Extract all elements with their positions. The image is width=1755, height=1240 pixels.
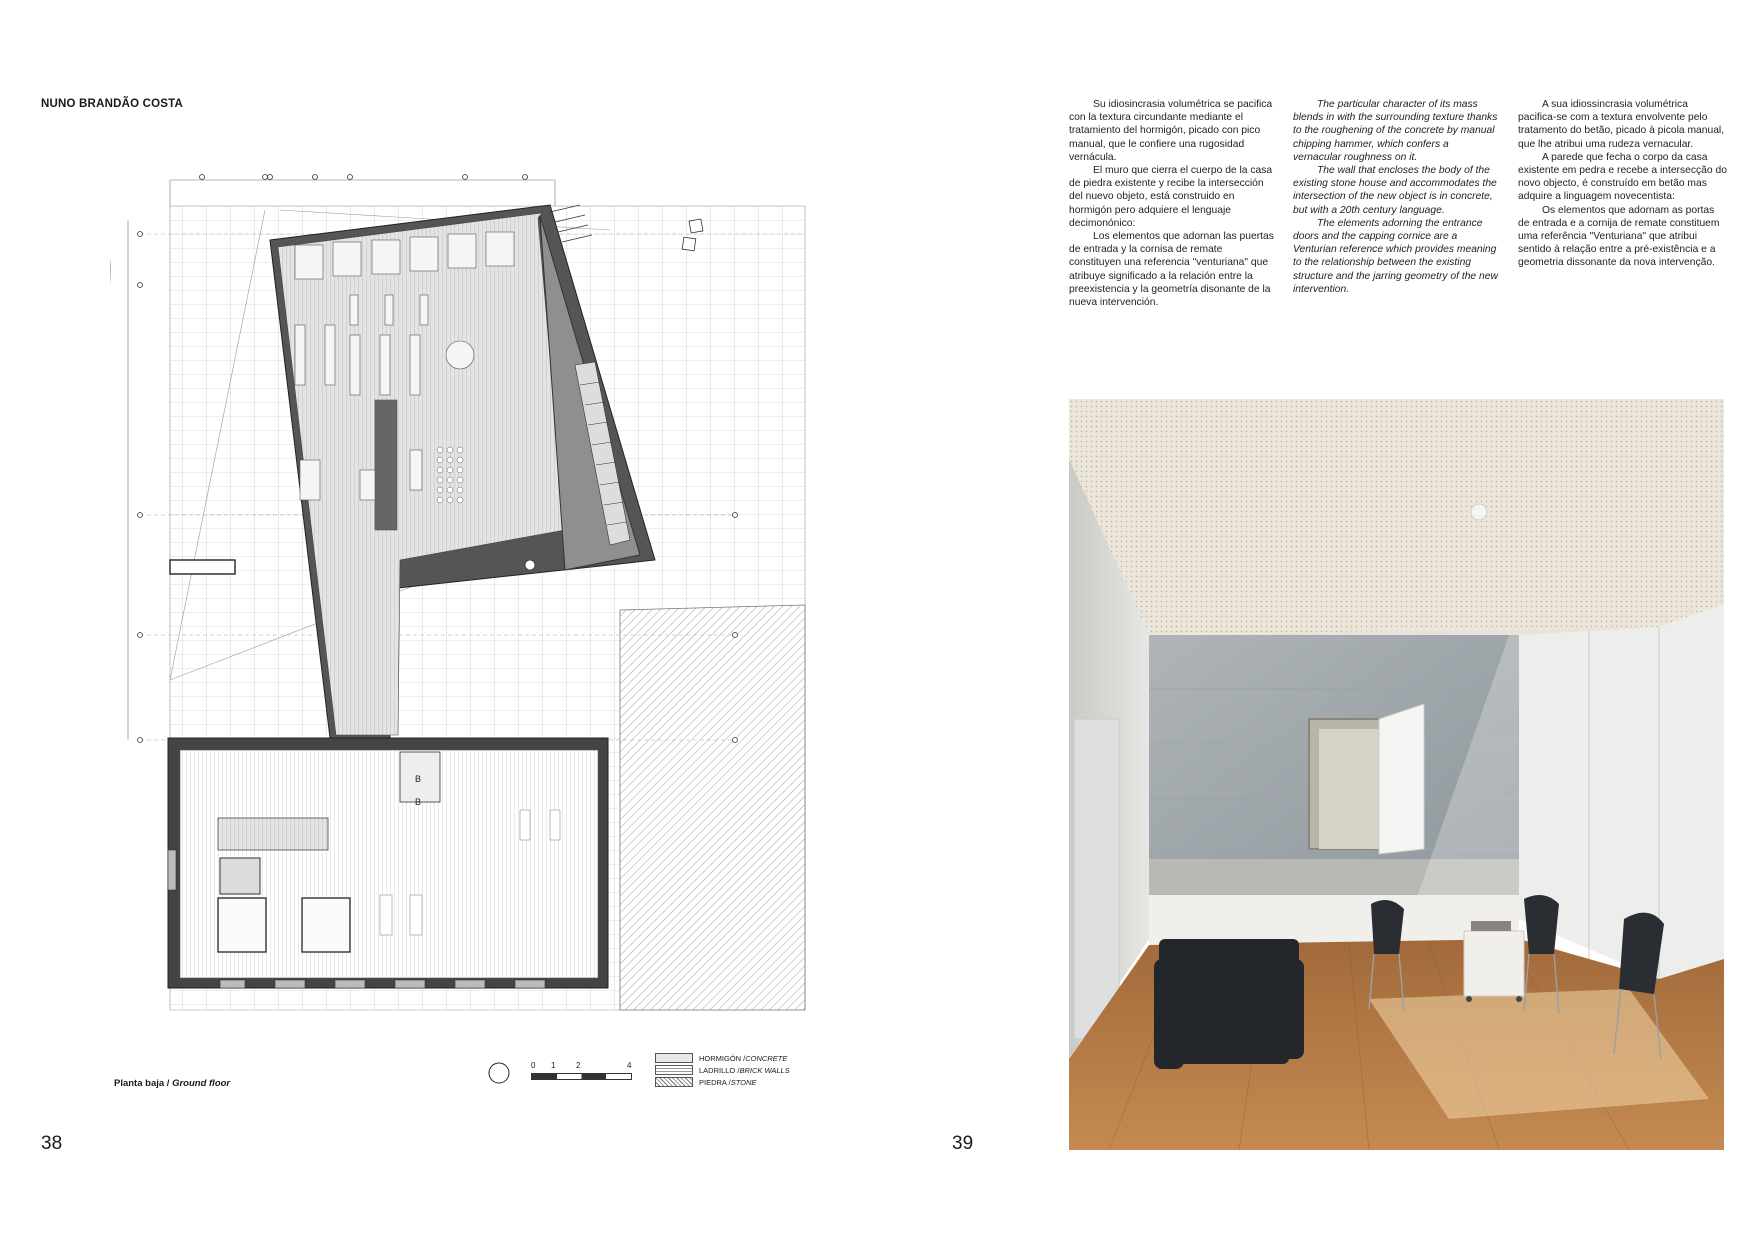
scale-label-0: 0 (531, 1061, 536, 1070)
ceiling (1069, 399, 1724, 635)
text-column-spanish (1069, 98, 1274, 309)
material-legend (655, 1052, 790, 1088)
legend-item-concrete (655, 1052, 790, 1064)
wc-right (302, 898, 350, 952)
wc-left (218, 898, 266, 952)
legend-swatch-stone (655, 1077, 693, 1087)
interior-stair (218, 818, 328, 850)
legend-swatch-concrete (655, 1053, 693, 1063)
column (525, 560, 535, 570)
paragraph: Los elementos que adornan las puertas de entrada y la cornisa de remate constituyen una referencia "venturiana" que atribuye significado a la relación entre la preexistencia y la geometría disonante de la nueva intervención. (1069, 231, 1274, 309)
courtyard-door (1319, 729, 1379, 849)
page-number-left: 38 (41, 1133, 63, 1154)
scale-bar-graphic (531, 1073, 632, 1080)
paragraph: The particular character of its mass blends in with the surrounding texture thanks to the roughening of the concrete by manual chipping hammer, which confers a vernacular roughness on it. (1293, 99, 1498, 163)
north-arrow-icon (487, 1061, 511, 1085)
smoke-detector (1471, 504, 1487, 520)
author-name: NUNO BRANDÃO COSTA (41, 98, 184, 110)
legend-label-es: PIEDRA / (699, 1077, 731, 1087)
legend-label-es: HORMIGÓN / (699, 1053, 746, 1063)
neighbour-plot (620, 605, 805, 1010)
mobile-cabinet (1464, 921, 1524, 1002)
room-label-b2: B (415, 797, 422, 807)
paragraph: The wall that encloses the body of the existing stone house and accommodates the intersection of the new object is in concrete, but with a 20th century language. (1293, 165, 1497, 216)
paragraph: The elements adorning the entrance doors and the capping cornice are a Venturian reference which provides meaning to the relationship between the existing structure and the jarring geometry of the new intervention. (1293, 217, 1498, 295)
paragraph: A parede que fecha o corpo da casa existente em pedra e recebe a intersecção do novo objecto, é construído em betão mas adquire a linguagem novecentista: (1518, 151, 1727, 203)
text-column-english (1293, 98, 1498, 296)
scale-label-1: 1 (551, 1061, 556, 1070)
legend-label-es: LADRILLO / (699, 1065, 740, 1075)
legend-label-en: CONCRETE (745, 1053, 788, 1063)
left-glass-panel (1074, 719, 1119, 1039)
legend-swatch-brick (655, 1065, 693, 1075)
paragraph: Su idiosincrasia volumétrica se pacifica con la textura circundante mediante el tratamiento del hormigón, picado con pico manual, que le confiere una rugosidad vernácula. (1069, 99, 1273, 163)
scale-bar (531, 1061, 632, 1080)
scale-label-4: 4 (627, 1061, 632, 1070)
plan-caption-en: Ground floor (172, 1078, 231, 1089)
planter-b (682, 237, 696, 251)
interior-photo (1069, 399, 1724, 1150)
plan-caption (114, 1078, 230, 1089)
planter-a (689, 219, 703, 233)
open-door-leaf (1379, 704, 1424, 854)
scale-label-2: 2 (576, 1061, 581, 1070)
lift-core (220, 858, 260, 894)
legend-label-en: STONE (730, 1077, 757, 1087)
paragraph: El muro que cierra el cuerpo de la casa de piedra existente y recibe la intersección del nuevo objeto, está construido en hormigón pero adquiere el lenguaje decimonónico: (1069, 165, 1273, 229)
text-column-portuguese (1518, 98, 1728, 270)
exterior-bench (170, 560, 235, 574)
page-number-right: 39 (952, 1133, 974, 1154)
legend-item-stone (655, 1076, 790, 1088)
paragraph: A sua idiossincrasia volumétrica pacifica-se com a textura envolvente pelo tratamento do betão, picado à picola manual, que lhe atribui uma rudeza vernacular. (1518, 99, 1725, 150)
room-label-b1: B (415, 774, 422, 784)
ground-floor-plan (110, 150, 820, 1080)
paragraph: Os elementos que adornam as portas de entrada e a cornija de remate constituem uma referência "Venturiana" que atribui sentido à relação entre a pré-existência e a geometria dissonante da nova intervenção. (1518, 204, 1720, 269)
legend-label-en: BRICK WALLS (739, 1065, 790, 1075)
plan-caption-es: Planta baja / (114, 1078, 173, 1089)
armchair (1154, 939, 1304, 1069)
legend-item-brick (655, 1064, 790, 1076)
